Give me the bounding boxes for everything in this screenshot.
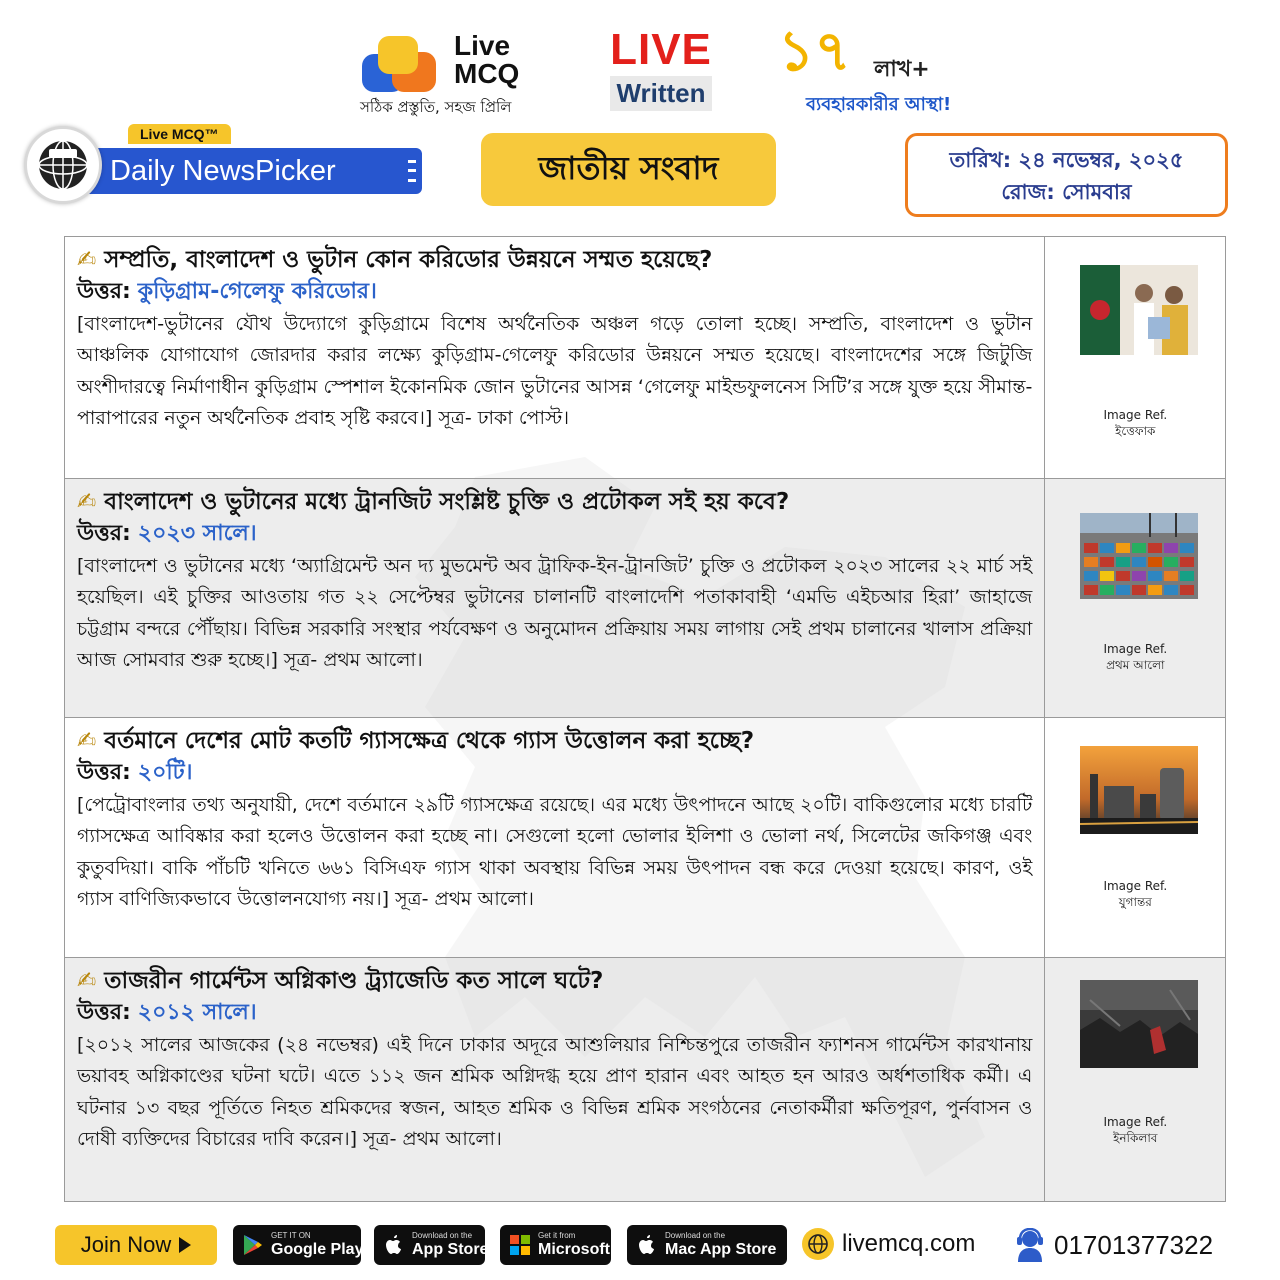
daily-newspicker-logo	[24, 124, 404, 208]
website-link[interactable]	[802, 1228, 975, 1260]
question	[77, 485, 1032, 519]
live-label: LIVE	[610, 25, 712, 74]
writing-hand-icon: ✍	[77, 728, 97, 754]
image-ref-source: ইনকিলাব	[1113, 1131, 1158, 1145]
app-store-button[interactable]	[374, 1225, 489, 1265]
apple-icon	[635, 1233, 659, 1257]
answer-value: ২০টি।	[137, 760, 193, 785]
globe-icon	[802, 1228, 834, 1260]
writing-hand-icon: ✍	[77, 247, 97, 273]
google-play-icon	[241, 1233, 265, 1257]
day-line: রোজ: সোমবার	[1001, 180, 1132, 204]
image-ref-label: Image Ref.	[1103, 408, 1168, 422]
answer-value: ২০১২ সালে।	[137, 1000, 257, 1025]
image-ref-label: Image Ref.	[1103, 879, 1168, 893]
explanation: [২০১২ সালের আজকের (২৪ নভেম্বর) এই দিনে ঢাকার অদূরে আশুলিয়ার নিশ্চিন্তপুরে তাজরীন ফ্যাশনস গার্মেন্টস কারখানায় ভয়াবহ অগ্নিকাণ্ডের ঘটনা ঘটে। এতে ১১২ জন শ্রমিক অগ্নিদগ্ধ হয়ে প্রাণ হারান এবং আহত হন আরও অর্ধশতাধিক কর্মী। এ ঘটনার ১৩ বছর পূর্তিতে নিহত শ্রমিকদের স্বজন, আহত শ্রমিক ও বিভিন্ন শ্রমিক সংগঠনের নেতাকর্মীরা ক্ষতিপূরণ, পুর্নবাসন ও দোষী ব্যক্তিদের বিচারের দাবি করেন।] সূত্র- প্রথম আলো।	[77, 1034, 1033, 1151]
question	[77, 724, 1032, 758]
image-column	[1045, 958, 1225, 1202]
brand-mcq-text: MCQ	[454, 58, 520, 89]
image-ref-label: Image Ref.	[1103, 1115, 1168, 1129]
writing-hand-icon: ✍	[77, 968, 97, 994]
answer-label: উত্তর:	[77, 1000, 131, 1025]
image-column	[1045, 718, 1225, 957]
phone-contact[interactable]	[1014, 1228, 1213, 1262]
microsoft-store-button[interactable]	[500, 1225, 611, 1265]
news-photo-icon	[1080, 265, 1198, 355]
news-content	[65, 718, 1045, 957]
writing-hand-icon: ✍	[77, 489, 97, 515]
date-box	[905, 133, 1228, 217]
live-mcq-logo-icon	[360, 34, 440, 94]
live-mcq-brand	[358, 30, 548, 120]
image-column	[1045, 479, 1225, 717]
google-play-button[interactable]	[233, 1225, 364, 1265]
written-label: Written	[610, 76, 712, 111]
menu-lines-icon	[408, 160, 416, 182]
image-ref	[1045, 1114, 1225, 1146]
answer	[77, 277, 1032, 307]
image-ref-source: প্রথম আলো	[1106, 658, 1165, 672]
answer-label: উত্তর:	[77, 521, 131, 546]
image-ref	[1045, 407, 1225, 439]
image-ref	[1045, 878, 1225, 910]
news-item	[65, 237, 1225, 479]
image-ref	[1045, 641, 1225, 673]
gas-plant-photo-icon	[1080, 746, 1198, 834]
trust-subtitle: ব্যবহারকারীর আস্থা!	[806, 94, 952, 115]
news-item	[65, 958, 1225, 1202]
live-written-badge	[610, 25, 712, 114]
explanation: [পেট্রোবাংলার তথ্য অনুযায়ী, দেশে বর্তমানে ২৯টি গ্যাসক্ষেত্র রয়েছে। এর মধ্যে উৎপাদনে আছে ২০টি। বাকিগুলোর মধ্যে চারটি গ্যাসক্ষেত্র আবিষ্কার করা হলেও উত্তোলন করা হচ্ছে না। সেগুলো হলো ভোলার ইলিশা ও ভোলা নর্থ, সিলেটের জকিগঞ্জ এবং কুতুবদিয়া। বাকি পাঁচটি খনিতে ৬৬১ বিসিএফ গ্যাস থাকা অবস্থায় বিভিন্ন সময় উৎপাদন বন্ধ করে দেওয়া হয়েছে। কারণ, ওই গ্যাস বাণিজ্যিকভাবে উত্তোলনযোগ্য নয়।] সূত্র- প্রথম আলো।	[77, 794, 1033, 911]
join-now-button[interactable]	[55, 1225, 217, 1265]
mac-big: Mac App Store	[665, 1241, 777, 1258]
newspicker-badge: Live MCQ™	[128, 124, 231, 144]
image-ref-source: ইত্তেফাক	[1115, 424, 1156, 438]
answer-label: উত্তর:	[77, 760, 131, 785]
answer-value: ২০২৩ সালে।	[137, 521, 257, 546]
brand-live-text: Live	[454, 30, 511, 61]
mac-app-store-button[interactable]	[627, 1225, 787, 1265]
microsoft-big: Microsoft	[538, 1241, 610, 1258]
answer	[77, 998, 1032, 1028]
category-title: জাতীয় সংবাদ	[481, 133, 776, 206]
question-text: বর্তমানে দেশের মোট কতটি গ্যাসক্ষেত্র থেকে গ্যাস উত্তোলন করা হচ্ছে?	[104, 728, 755, 754]
newspicker-title: Daily NewsPicker	[110, 154, 336, 187]
microsoft-icon	[508, 1233, 532, 1257]
explanation: [বাংলাদেশ ও ভুটানের মধ্যে ‘অ্যাগ্রিমেন্ট অন দ্য মুভমেন্ট অব ট্রাফিক-ইন-ট্রানজিট’ চুক্তি ও প্রটোকল ২০২৩ সালের ২২ মার্চ সই হয়েছিল। এই চুক্তির আওতায় গত ২২ সেপ্টেম্বর ভুটানের চালানটি বাংলাদেশি পতাকাবাহী ‘এমভি এইচআর হিরা’ জাহাজে চট্টগ্রাম বন্দরে পৌঁছায়। বিভিন্ন সরকারি সংস্থার পর্যবেক্ষণ ও অনুমোদন প্রক্রিয়ায় সময় লাগায় সেই প্রথম চালানের খালাস প্রক্রিয়া আজ সোমবার শুরু হচ্ছে।] সূত্র- প্রথম আলো।	[77, 555, 1033, 672]
apple-icon	[382, 1233, 406, 1257]
google-big: Google Play	[271, 1241, 364, 1258]
news-content	[65, 237, 1045, 478]
question-text: সম্প্রতি, বাংলাদেশ ও ভুটান কোন করিডোর উন্নয়নে সম্মত হয়েছে?	[104, 247, 713, 273]
answer-value: কুড়িগ্রাম-গেলেফু করিডোর।	[137, 279, 377, 304]
answer-label: উত্তর:	[77, 279, 131, 304]
newspicker-bar	[88, 148, 422, 194]
google-small: GET IT ON	[271, 1231, 311, 1240]
trust-lakh: লাখ+	[874, 57, 930, 82]
mac-small: Download on the	[665, 1231, 726, 1240]
footer	[0, 1222, 1280, 1270]
website-text: livemcq.com	[842, 1230, 976, 1257]
appstore-small: Download on the	[412, 1231, 473, 1240]
answer	[77, 519, 1032, 549]
news-globe-icon	[24, 126, 102, 204]
container-port-photo-icon	[1080, 513, 1198, 599]
question	[77, 243, 1032, 277]
image-ref-source: যুগান্তর	[1118, 895, 1152, 909]
fire-aftermath-photo-icon	[1080, 980, 1198, 1068]
image-column	[1045, 237, 1225, 478]
trust-number: ১৭	[778, 19, 851, 84]
news-table	[64, 236, 1226, 1202]
image-ref-label: Image Ref.	[1103, 642, 1168, 656]
user-trust-badge	[778, 19, 998, 122]
join-now-label: Join Now	[80, 1232, 172, 1257]
support-agent-icon	[1014, 1228, 1046, 1262]
question-text: বাংলাদেশ ও ভুটানের মধ্যে ট্রানজিট সংশ্লিষ্ট চুক্তি ও প্রটোকল সই হয় কবে?	[104, 489, 790, 515]
question-text: তাজরীন গার্মেন্টস অগ্নিকাণ্ড ট্র্যাজেডি কত সালে ঘটে?	[104, 968, 604, 994]
answer	[77, 758, 1032, 788]
question	[77, 964, 1032, 998]
news-content	[65, 958, 1045, 1202]
brand-tagline: সঠিক প্রস্তুতি, সহজ প্রিলি	[360, 98, 512, 116]
date-line: তারিখ: ২৪ নভেম্বর, ২০২৫	[949, 148, 1184, 172]
microsoft-small: Get it from	[538, 1231, 576, 1240]
phone-text: 01701377322	[1054, 1229, 1214, 1260]
appstore-big: App Store	[412, 1241, 489, 1258]
explanation: [বাংলাদেশ-ভুটানের যৌথ উদ্যোগে কুড়িগ্রামে বিশেষ অর্থনৈতিক অঞ্চল গড়ে তোলা হচ্ছে। সম্প্রতি, বাংলাদেশ ও ভুটান আঞ্চলিক যোগাযোগ জোরদার করার লক্ষ্যে কুড়িগ্রাম-গেলেফু করিডোর উন্নয়নে সম্মত হয়েছে। বাংলাদেশের সঙ্গে জিটুজি অংশীদারত্বে নির্মাণাধীন কুড়িগ্রাম স্পেশাল ইকোনমিক জোন ভুটানের আসন্ন ‘গেলেফু মাইন্ডফুলনেস সিটি’র সঙ্গে যুক্ত হয়ে সীমান্ত-পারাপারের নতুন অর্থনৈতিক প্রবাহ সৃষ্টি করবে।] সূত্র- ঢাকা পোস্ট।	[77, 313, 1033, 430]
news-item	[65, 718, 1225, 958]
play-arrow-icon	[179, 1237, 191, 1253]
news-item	[65, 479, 1225, 718]
news-content	[65, 479, 1045, 717]
